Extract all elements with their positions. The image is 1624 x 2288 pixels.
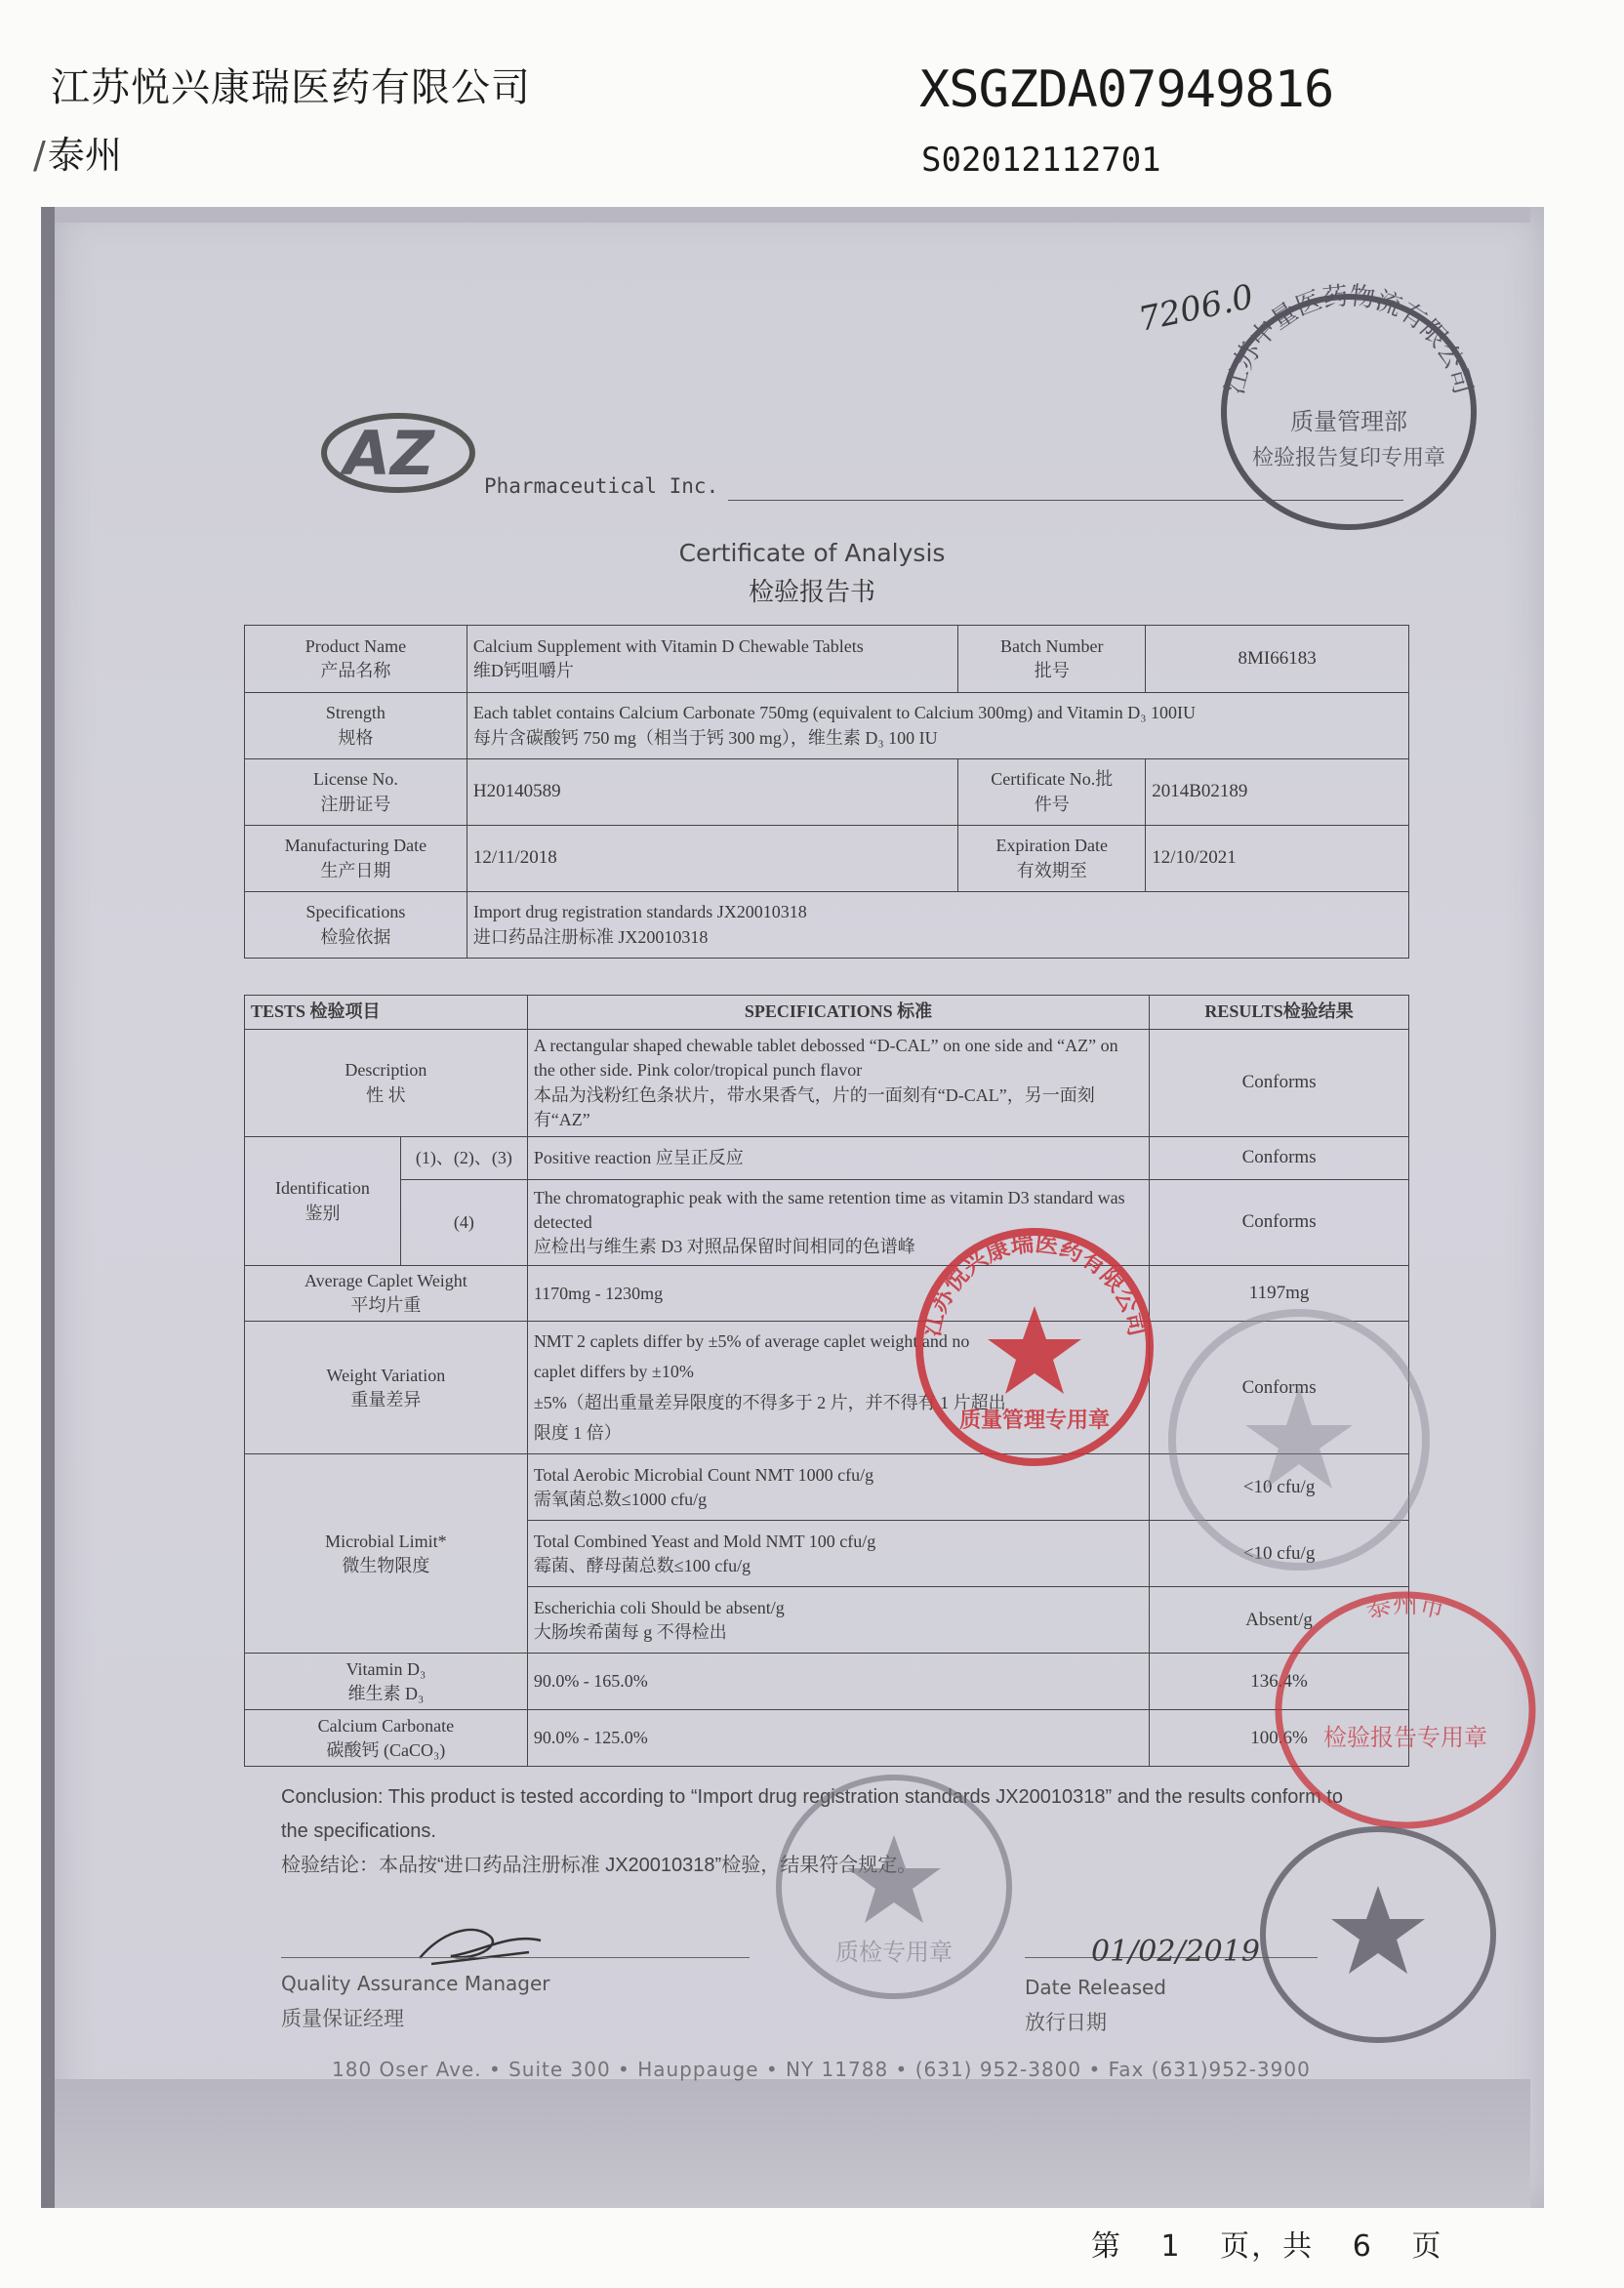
average-weight-spec: 1170mg - 1230mg: [527, 1266, 1149, 1322]
stamp-gray-bottom-center: [767, 1765, 1021, 2009]
qa-manager-label-en: Quality Assurance Manager: [281, 1972, 550, 1995]
expiration-date-value: 12/10/2021: [1146, 826, 1409, 892]
identification-sub1-spec: Positive reaction 应呈正反应: [527, 1137, 1149, 1180]
identification-sub2-spec: The chromatographic peak with the same retention time as vitamin D3 standard was detected 应检出与维生素 D3 对照品保留时间相同的色谱峰: [527, 1180, 1149, 1266]
qa-signature-line: [281, 1957, 750, 1958]
pharma-company-name: Pharmaceutical Inc.: [484, 474, 719, 498]
identification-sub1-number: (1)、(2)、(3): [400, 1137, 527, 1180]
sheet-footer-band: [55, 2079, 1530, 2208]
average-weight-result: 1197mg: [1150, 1266, 1409, 1322]
document-subcode: S02012112701: [921, 141, 1161, 180]
stamp-red-right: [1259, 1573, 1552, 1847]
table-row: [245, 759, 1409, 826]
table-row: [245, 1030, 1409, 1137]
stamp-gray-bottom-inner: 质检专用章: [835, 1939, 953, 1966]
qa-signature: [412, 1913, 548, 1972]
vitamin-d3-spec: 90.0% - 165.0%: [527, 1654, 1149, 1710]
microbial-limit-label: Microbial Limit* 微生物限度: [245, 1454, 528, 1654]
specifications-value: Import drug registration standards JX20010318 进口药品注册标准 JX20010318: [467, 892, 1408, 959]
product-info-table: [244, 625, 1409, 959]
company-address-footer: 180 Oser Ave. • Suite 300 • Hauppauge • NY 11788 • (631) 952-3800 • Fax (631)952-3900: [332, 2058, 1311, 2081]
tests-column-header: TESTS 检验项目: [245, 996, 528, 1030]
weight-variation-result: Conforms: [1150, 1322, 1409, 1454]
sheet-top-edge: [55, 207, 1530, 223]
table-row: [245, 1654, 1409, 1710]
identification-sub1-result: Conforms: [1150, 1137, 1409, 1180]
date-released-label-en: Date Released: [1025, 1976, 1166, 1999]
table-row: [245, 1710, 1409, 1767]
certificate-title-en: Certificate of Analysis: [678, 539, 946, 567]
table-row: [245, 1180, 1409, 1266]
identification-label: Identification 鉴别: [245, 1137, 401, 1266]
results-column-header: RESULTS检验结果: [1150, 996, 1409, 1030]
city-label: /泰州: [33, 134, 122, 177]
average-weight-label: Average Caplet Weight 平均片重: [245, 1266, 528, 1322]
stamp-top-right-text: 江苏中量医药物流有限公司: [1220, 281, 1478, 398]
description-label: Description 性 状: [245, 1030, 528, 1137]
weight-variation-spec: NMT 2 caplets differ by ±5% of average caplet weight and no caplet differs by ±10% ±5%（超出重量差异限度的不得多于 2 片，并不得有 1 片超出 限度 1 倍）: [527, 1322, 1149, 1454]
manufacturing-date-value: 12/11/2018: [467, 826, 957, 892]
table-row: [245, 826, 1409, 892]
product-name-label: Product Name 产品名称: [245, 626, 467, 693]
stamp-gray-right: [1157, 1298, 1441, 1581]
document-code: XSGZDA07949816: [919, 61, 1334, 119]
table-row: [245, 892, 1409, 959]
calcium-carbonate-label: Calcium Carbonate 碳酸钙 (CaCO₃): [245, 1710, 528, 1767]
logo-text: AZ: [344, 418, 434, 489]
expiration-date-label: Expiration Date 有效期至: [958, 826, 1146, 892]
stamp-top-right: [1202, 266, 1495, 539]
calcium-carbonate-result: 100.6%: [1150, 1710, 1409, 1767]
table-row: [245, 1137, 1409, 1180]
manufacturing-date-label: Manufacturing Date 生产日期: [245, 826, 467, 892]
az-logo: [314, 410, 478, 500]
microbial-aerobic-spec: Total Aerobic Microbial Count NMT 1000 cfu/g 需氧菌总数≤1000 cfu/g: [527, 1454, 1149, 1521]
certificate-no-label: Certificate No.批 件号: [958, 759, 1146, 826]
product-name-value: Calcium Supplement with Vitamin D Chewable Tablets 维D钙咀嚼片: [467, 626, 957, 693]
microbial-yeast-mold-result: <10 cfu/g: [1150, 1521, 1409, 1587]
date-released-value: 01/02/2019: [1091, 1935, 1260, 1969]
stamp-red-center: [908, 1220, 1161, 1474]
city-text: 泰州: [47, 134, 122, 177]
stamp-top-right-inner2: 检验报告复印专用章: [1251, 446, 1446, 470]
qa-manager-label-cn: 质量保证经理: [281, 2007, 404, 2030]
strength-label: Strength 规格: [245, 693, 467, 759]
page-indicator: 第 1 页，共 6 页: [1091, 2229, 1443, 2264]
stamp-gray-bottom-right: [1251, 1818, 1505, 2052]
identification-sub2-number: (4): [400, 1180, 527, 1266]
svg-text:泰州市: [1363, 1590, 1448, 1624]
strength-value: Each tablet contains Calcium Carbonate 750mg (equivalent to Calcium 300mg) and Vitamin D₃ 100IU 每片含碳酸钙 750 mg（相当于钙 300 mg），维生素 D₃ 100 IU: [467, 693, 1408, 759]
certificate-title-cn: 检验报告书: [748, 578, 875, 607]
microbial-ecoli-result: Absent/g: [1150, 1587, 1409, 1654]
specifications-column-header: SPECIFICATIONS 标准: [527, 996, 1149, 1030]
stamp-red-right-inner: 检验报告专用章: [1323, 1724, 1487, 1751]
certificate-no-value: 2014B02189: [1146, 759, 1409, 826]
stamp-top-right-inner: 质量管理部: [1290, 408, 1407, 435]
conclusion-cn: 检验结论：本品按“进口药品注册标准 JX20010318”检验，结果符合规定。: [281, 1855, 917, 1876]
description-result: Conforms: [1150, 1030, 1409, 1137]
specifications-label: Specifications 检验依据: [245, 892, 467, 959]
microbial-yeast-mold-spec: Total Combined Yeast and Mold NMT 100 cfu/g 霉菌、酵母菌总数≤100 cfu/g: [527, 1521, 1149, 1587]
table-header-row: [245, 996, 1409, 1030]
table-row: [245, 626, 1409, 693]
weight-variation-label: Weight Variation 重量差异: [245, 1322, 528, 1454]
description-spec: A rectangular shaped chewable tablet debossed “D-CAL” on one side and “AZ” on the other side. Pink color/tropical punch flavor 本品为浅粉红色条状片，带水果香气，片的一面刻有“D-CAL”，另一面刻有“AZ”: [527, 1030, 1149, 1137]
stamp-red-right-text: 泰州市: [1362, 1590, 1448, 1625]
vitamin-d3-label: Vitamin D₃ 维生素 D₃: [245, 1654, 528, 1710]
calcium-carbonate-spec: 90.0% - 125.0%: [527, 1710, 1149, 1767]
microbial-aerobic-result: <10 cfu/g: [1150, 1454, 1409, 1521]
license-label: License No. 注册证号: [245, 759, 467, 826]
conclusion-en: Conclusion: This product is tested according to “Import drug registration standards JX20010318” and the results conform to the specifications.: [281, 1786, 1343, 1842]
date-released-label-cn: 放行日期: [1025, 2011, 1107, 2034]
license-value: H20140589: [467, 759, 957, 826]
stamp-red-center-text: 江苏悦兴康瑞医药有限公司: [917, 1229, 1152, 1339]
batch-label: Batch Number 批号: [958, 626, 1146, 693]
table-row: [245, 693, 1409, 759]
stamp-red-center-inner: 质量管理专用章: [958, 1409, 1111, 1433]
handwritten-note: 7206.0: [1135, 277, 1257, 340]
microbial-ecoli-spec: Escherichia coli Should be absent/g 大肠埃希菌每 g 不得检出: [527, 1587, 1149, 1654]
identification-sub2-result: Conforms: [1150, 1180, 1409, 1266]
batch-value: 8MI66183: [1146, 626, 1409, 693]
company-name: 江苏悦兴康瑞医药有限公司: [51, 65, 531, 110]
vitamin-d3-result: 136.4%: [1150, 1654, 1409, 1710]
